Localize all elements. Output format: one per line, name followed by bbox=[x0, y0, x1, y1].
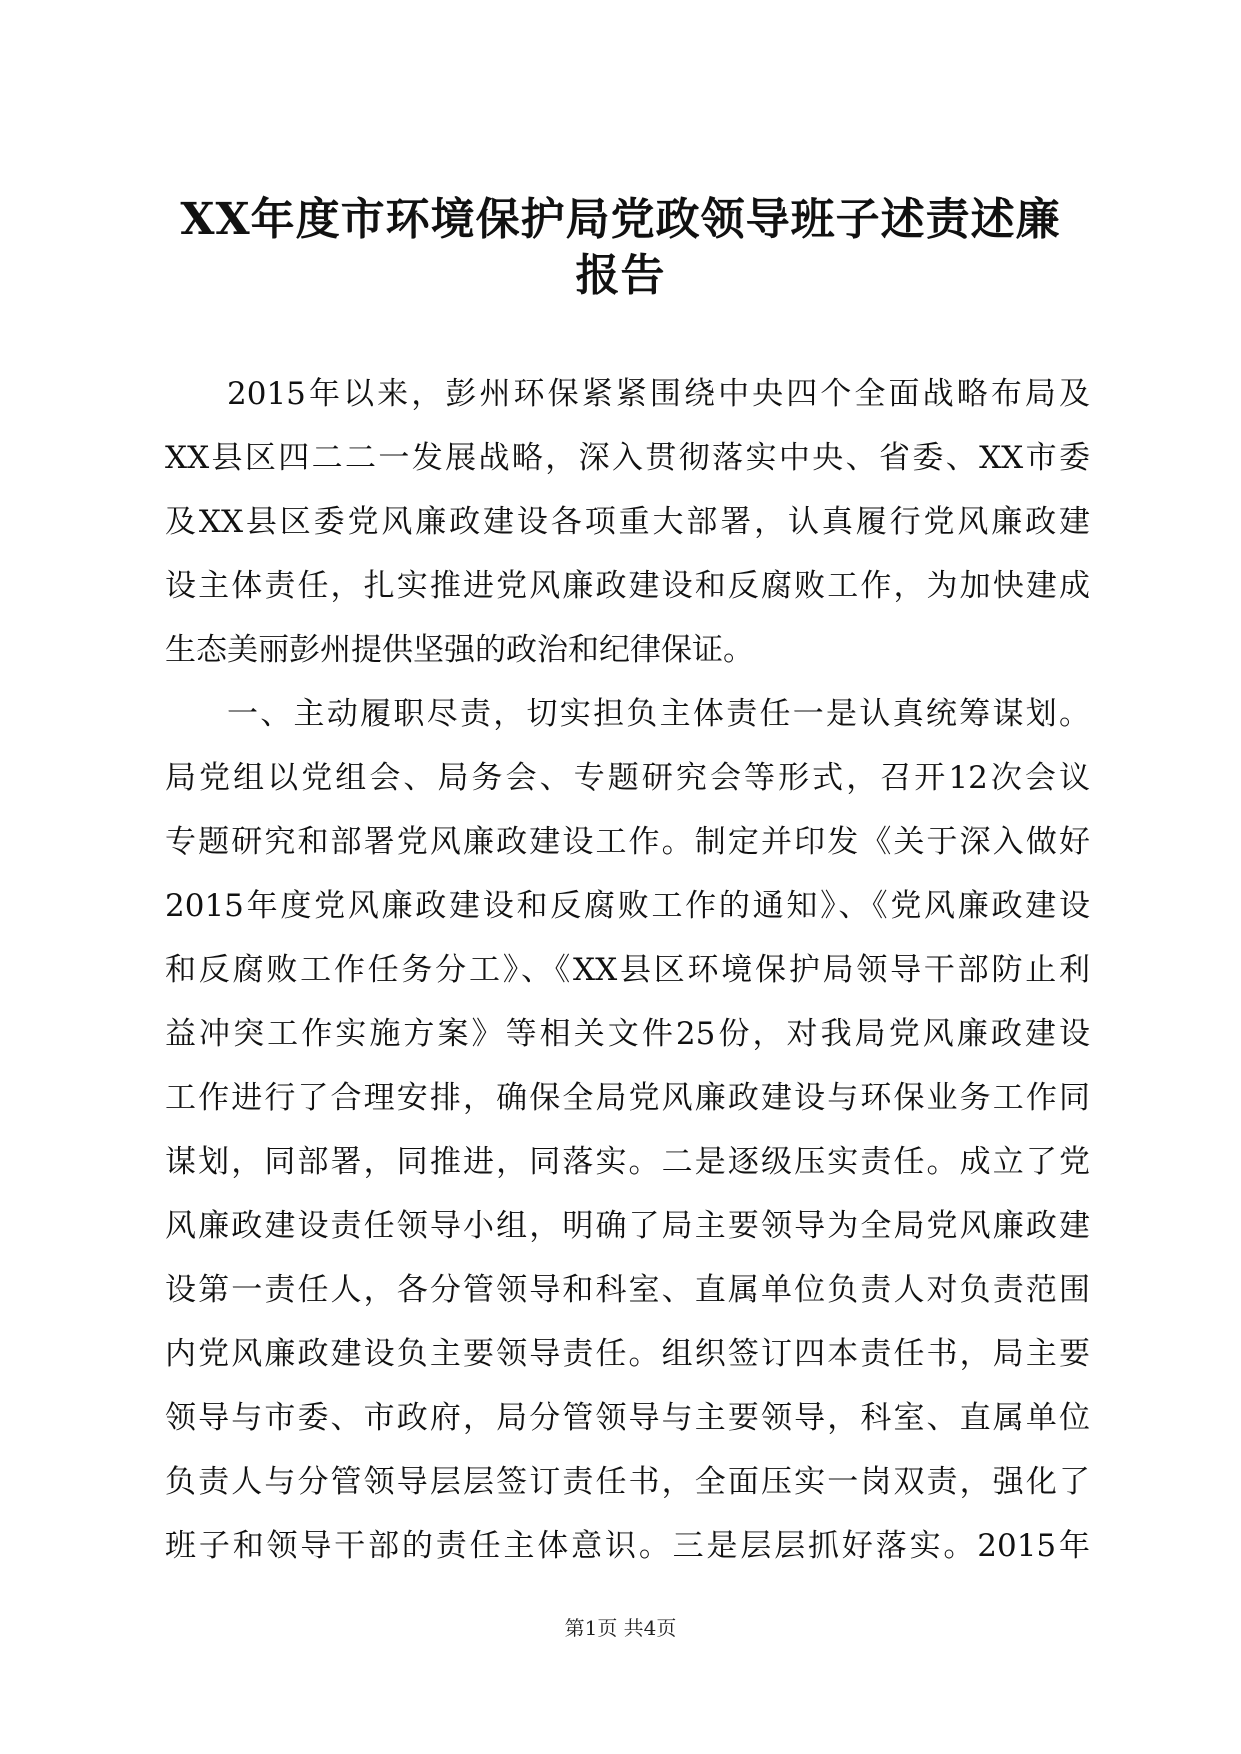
page-number-footer: 第1页 共4页 bbox=[564, 1616, 677, 1640]
text-line: 生态美丽彭州提供坚强的政治和纪律保证。 bbox=[165, 632, 754, 668]
text-line: 领导与市委、市政府，局分管领导与主要领导，科室、直属单位 bbox=[165, 1400, 1090, 1436]
text-line: 设主体责任，扎实推进党风廉政建设和反腐败工作，为加快建成 bbox=[165, 568, 1090, 604]
text-line: 专题研究和部署党风廉政建设工作。制定并印发《关于深入做好 bbox=[165, 824, 1090, 860]
title-line-1: XX年度市环境保护局党政领导班子述责述廉 bbox=[180, 194, 1061, 245]
text-line: 2015年以来，彭州环保紧紧围绕中央四个全面战略布局及 bbox=[227, 376, 1090, 412]
title-line-2: 报告 bbox=[575, 250, 666, 301]
paragraph-2 bbox=[165, 682, 1090, 1578]
text-line: 及XX县区委党风廉政建设各项重大部署，认真履行党风廉政建 bbox=[165, 504, 1090, 540]
text-line: 一、主动履职尽责，切实担负主体责任一是认真统筹谋划。 bbox=[227, 696, 1090, 732]
paragraph-1 bbox=[165, 362, 1090, 682]
text-line: 设第一责任人，各分管领导和科室、直属单位负责人对负责范围 bbox=[165, 1272, 1090, 1308]
text-line: 工作进行了合理安排，确保全局党风廉政建设与环保业务工作同 bbox=[165, 1080, 1090, 1116]
text-line: 班子和领导干部的责任主体意识。三是层层抓好落实。2015年 bbox=[165, 1528, 1090, 1564]
text-line: 谋划，同部署，同推进，同落实。二是逐级压实责任。成立了党 bbox=[165, 1144, 1090, 1180]
text-line: 内党风廉政建设负主要领导责任。组织签订四本责任书，局主要 bbox=[165, 1336, 1090, 1372]
text-line: 和反腐败工作任务分工》、《XX县区环境保护局领导干部防止利 bbox=[165, 952, 1090, 988]
document-body bbox=[165, 362, 1090, 1578]
text-line: 局党组以党组会、局务会、专题研究会等形式，召开12次会议 bbox=[165, 760, 1090, 796]
text-line: 负责人与分管领导层层签订责任书，全面压实一岗双责，强化了 bbox=[165, 1464, 1090, 1500]
text-line: 2015年度党风廉政建设和反腐败工作的通知》、《党风廉政建设 bbox=[165, 888, 1090, 924]
document-title bbox=[150, 192, 1091, 304]
text-line: XX县区四二二一发展战略，深入贯彻落实中央、省委、XX市委 bbox=[165, 440, 1090, 476]
text-line: 益冲突工作实施方案》等相关文件25份，对我局党风廉政建设 bbox=[165, 1016, 1090, 1052]
text-line: 风廉政建设责任领导小组，明确了局主要领导为全局党风廉政建 bbox=[165, 1208, 1090, 1244]
